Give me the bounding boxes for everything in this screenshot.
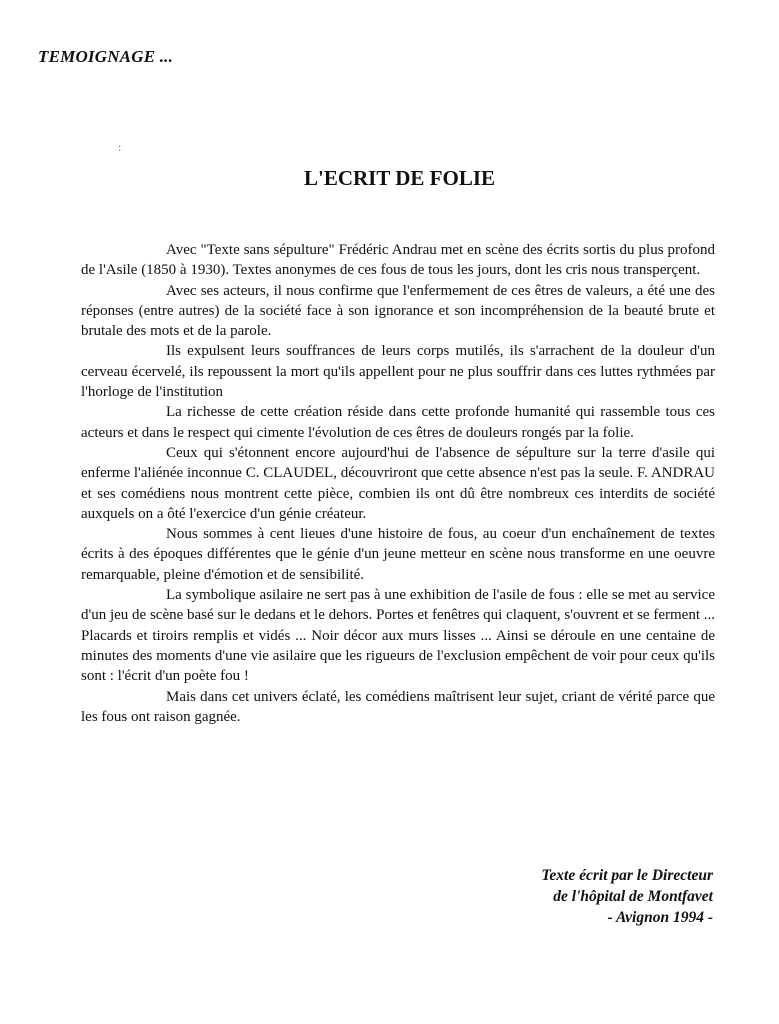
signature-block bbox=[541, 865, 713, 928]
paragraph: Ceux qui s'étonnent encore aujourd'hui de l'absence de sépulture sur la terre d'asile qui enferme l'aliénée inconnue C. CLAUDEL, découvriront que cette absence n'est pas la seule. F. ANDRAU et ses comédiens nous montrent cette pièce, combien ils ont dû être nombreux ces interdits de société auxquels on a ôté l'exercice d'un génie créateur. bbox=[81, 444, 716, 522]
section-header: TEMOIGNAGE ... bbox=[38, 47, 174, 66]
paragraph: La symbolique asilaire ne sert pas à une exhibition de l'asile de fous : elle se met au service d'un jeu de scène basé sur le dedans et le dehors. Portes et fenêtres qui claquent, s'ouvrent et se ferment ... Placards et tiroirs remplis et vidés ... Noir décor aux murs lisses ... Ainsi se déroule en une centaine de minutes des moments d'une vie asilaire que les rigueurs de l'exclusion empêchent de voir pour ceux qu'ils sont : l'écrit d'un poète fou ! bbox=[81, 587, 715, 685]
signature-line: Texte écrit par le Directeur bbox=[541, 867, 713, 884]
paragraph: La richesse de cette création réside dans cette profonde humanité qui rassemble tous ces acteurs et dans le respect qui cimente l'évolution de ces êtres de douleurs rongés par la folie. bbox=[81, 404, 715, 441]
signature-line: - Avignon 1994 - bbox=[607, 909, 713, 926]
paragraph: Avec "Texte sans sépulture" Frédéric Andrau met en scène des écrits sortis du plus profond de l'Asile (1850 à 1930). Textes anonymes de ces fous de tous les jours, dont les cris nous transperçent. bbox=[81, 242, 715, 279]
article-body bbox=[81, 240, 715, 727]
article-title: L'ECRIT DE FOLIE bbox=[304, 166, 495, 190]
scan-speck: : bbox=[118, 140, 122, 154]
paragraph: Mais dans cet univers éclaté, les comédiens maîtrisent leur sujet, criant de vérité parce que les fous ont raison gagnée. bbox=[81, 688, 715, 725]
paragraph: Ils expulsent leurs souffrances de leurs corps mutilés, ils s'arrachent de la douleur d'un cerveau écervelé, ils repoussent la mort qu'ils appellent pour ne plus souffrir dans ces luttes rythmées par l'horloge de l'institution bbox=[81, 343, 715, 401]
paragraph: Nous sommes à cent lieues d'une histoire de fous, au coeur d'un enchaînement de textes écrits à des époques différentes que le génie d'un jeune metteur en scène nous transforme en une oeuvre remarquable, pleine d'émotion et de sensibilité. bbox=[81, 526, 715, 583]
paragraph: Avec ses acteurs, il nous confirme que l'enfermement de ces êtres de valeurs, a été une des réponses (entre autres) de la société face à son ignorance et son incompréhension de la beauté brute et brutale des mots et de la parole. bbox=[81, 282, 715, 340]
signature-line: de l'hôpital de Montfavet bbox=[553, 888, 713, 905]
